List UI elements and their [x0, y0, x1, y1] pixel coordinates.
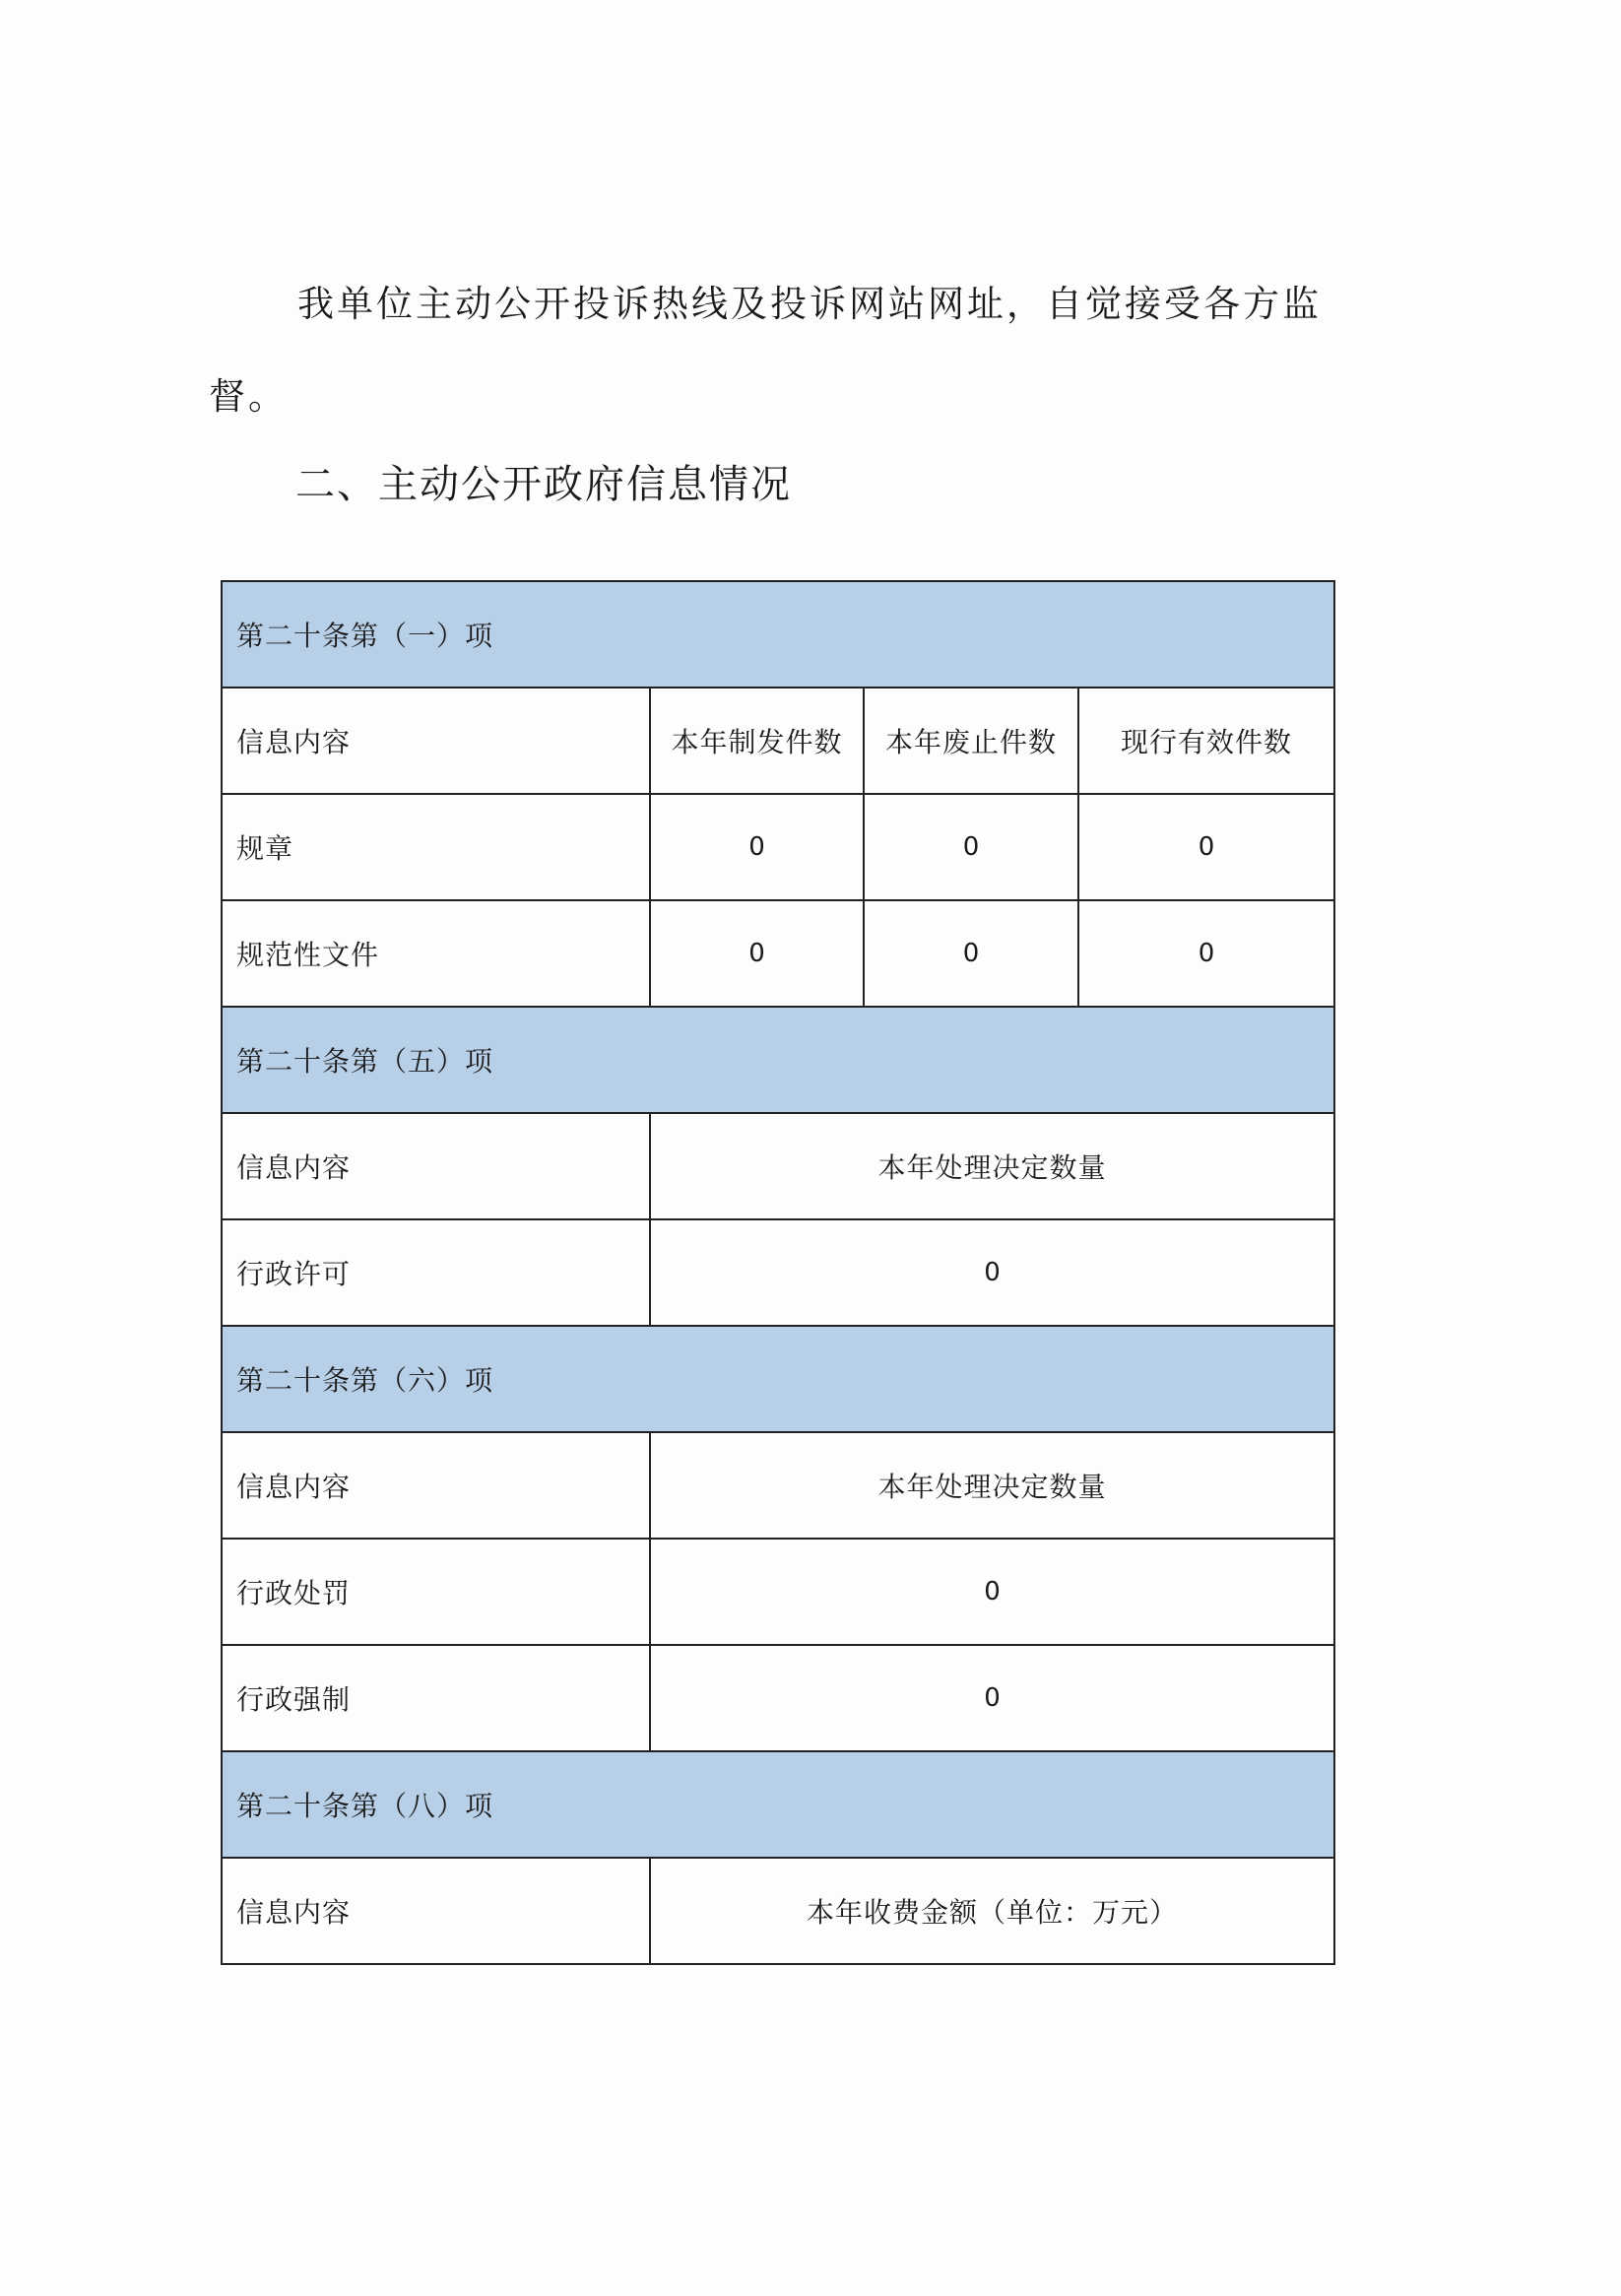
table-header-row — [222, 688, 1334, 794]
header-cell-decisions: 本年处理决定数量 — [650, 1113, 1334, 1219]
section-title-20-5: 第二十条第（五）项 — [222, 1007, 1334, 1113]
header-cell-issued: 本年制发件数 — [650, 688, 864, 794]
table-header-row — [222, 1432, 1334, 1539]
table-row — [222, 900, 1334, 1007]
intro-line-2: 督。 — [209, 375, 288, 418]
cell-issued: 0 — [650, 900, 864, 1007]
cell-repealed: 0 — [864, 900, 1078, 1007]
cell-issued: 0 — [650, 794, 864, 900]
table-row — [222, 1539, 1334, 1645]
intro-line-1: 我单位主动公开投诉热线及投诉网站网址，自觉接受各方监 — [297, 283, 1322, 325]
cell-valid: 0 — [1078, 794, 1334, 900]
cell-decisions: 0 — [650, 1645, 1334, 1751]
section-row-20-5 — [222, 1007, 1334, 1113]
cell-repealed: 0 — [864, 794, 1078, 900]
section-row-20-6 — [222, 1326, 1334, 1432]
section-title-20-1: 第二十条第（一）项 — [222, 581, 1334, 688]
header-cell-decisions: 本年处理决定数量 — [650, 1432, 1334, 1539]
row-label: 规章 — [222, 794, 650, 900]
disclosure-table — [221, 580, 1335, 1965]
table-header-row — [222, 1113, 1334, 1219]
section-heading: 二、主动公开政府信息情况 — [295, 462, 792, 507]
row-label: 行政强制 — [222, 1645, 650, 1751]
header-cell-content: 信息内容 — [222, 1113, 650, 1219]
table-row — [222, 1219, 1334, 1326]
section-title-20-6: 第二十条第（六）项 — [222, 1326, 1334, 1432]
table-header-row — [222, 1858, 1334, 1964]
cell-valid: 0 — [1078, 900, 1334, 1007]
table-row — [222, 1645, 1334, 1751]
header-cell-repealed: 本年废止件数 — [864, 688, 1078, 794]
section-title-20-8: 第二十条第（八）项 — [222, 1751, 1334, 1858]
header-cell-valid: 现行有效件数 — [1078, 688, 1334, 794]
header-cell-content: 信息内容 — [222, 1858, 650, 1964]
row-label: 行政许可 — [222, 1219, 650, 1326]
header-cell-fees: 本年收费金额（单位：万元） — [650, 1858, 1334, 1964]
row-label: 规范性文件 — [222, 900, 650, 1007]
section-row-20-1 — [222, 581, 1334, 688]
header-cell-content: 信息内容 — [222, 1432, 650, 1539]
section-row-20-8 — [222, 1751, 1334, 1858]
row-label: 行政处罚 — [222, 1539, 650, 1645]
table-row — [222, 794, 1334, 900]
header-cell-content: 信息内容 — [222, 688, 650, 794]
cell-decisions: 0 — [650, 1219, 1334, 1326]
cell-decisions: 0 — [650, 1539, 1334, 1645]
